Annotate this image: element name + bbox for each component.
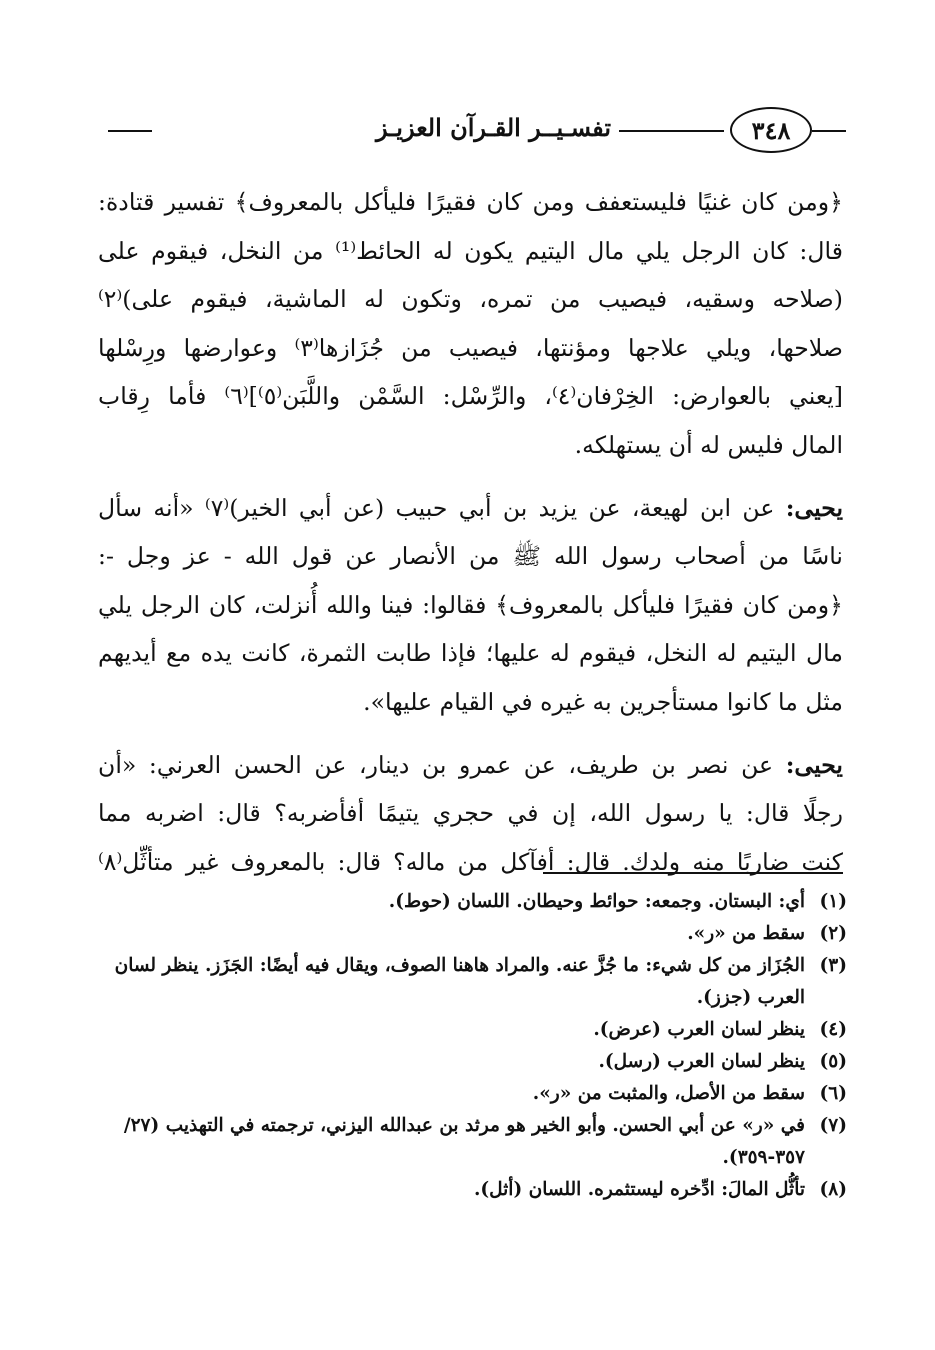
- footnote-text: في «ر» عن أبي الحسن. وأبو الخير هو مرثد بن عبدالله اليزني، ترجمته في التهذيب (٢٧/ ٣٥٧-٣٥٩).: [123, 1115, 805, 1168]
- header-rule-middle: [619, 130, 724, 132]
- footnote-text: سقط من «ر».: [687, 923, 805, 944]
- text-line: رجلًا قال: يا رسول الله، إن في حجري يتيمًا أفأضربه؟ قال: اضربه مما: [98, 799, 843, 828]
- footnote-number: (٨): [819, 1179, 847, 1200]
- text-line: [98, 484, 843, 533]
- speaker-label: يحيى:: [785, 493, 844, 522]
- footnote-number: (٤): [819, 1019, 847, 1040]
- speaker-label: يحيى:: [785, 750, 843, 779]
- footnote: [95, 918, 847, 950]
- page-number: ٣٤٨: [730, 107, 812, 153]
- footnote-text: سقط من الأصل، والمثبت من «ر».: [532, 1083, 805, 1104]
- page-header: [108, 105, 846, 157]
- main-text: [98, 178, 843, 900]
- footnote: [95, 950, 847, 1014]
- footnote-text: ينظر لسان العرب (رسل).: [598, 1051, 805, 1072]
- footnote: [95, 1078, 847, 1110]
- footnote-text: أي: البستان. وجمعه: حوائط وحيطان. اللسان (حوط).: [388, 891, 805, 912]
- footnote-number: (٦): [819, 1083, 847, 1104]
- footnote-text: الجُزَاز من كل شيء: ما جُزَّ عنه. والمراد هاهنا الصوف، ويقال فيه أيضًا: الجَزَز. ينظر لسان العرب (جزز).: [114, 955, 805, 1008]
- footnote-text: ينظر لسان العرب (عرض).: [593, 1019, 805, 1040]
- text-line: مثل ما كانوا مستأجرين به غيره في القيام عليها».: [363, 687, 843, 716]
- text-line: [98, 741, 843, 790]
- line-text: عن ابن لهيعة، عن يزيد بن أبي حبيب (عن أبي الخير)⁽٧⁾ «أنه سأل: [98, 493, 775, 522]
- paragraph-yahya-2: [98, 741, 843, 887]
- text-line: المال فليس له أن يستهلكه.: [574, 430, 843, 459]
- paragraph-yahya-1: [98, 484, 843, 727]
- footnote: [95, 1110, 847, 1174]
- footnote-text: تأثُّل المالَ: ادِّخره ليستثمره. اللسان (أثل).: [473, 1179, 805, 1200]
- header-rule-left: [108, 130, 152, 132]
- footnote: [95, 1174, 847, 1206]
- footnote: [95, 886, 847, 918]
- text-line: [يعني بالعوارض: الخِرْفان⁽٤⁾، والرِّسْل: السَّمْن واللَّبَن⁽٥⁾]⁽٦⁾ فأما رِقاب: [98, 382, 843, 411]
- footnote: [95, 1046, 847, 1078]
- footnote: [95, 1014, 847, 1046]
- text-line: صلاحها، ويلي علاجها ومؤنتها، فيصيب من جُزَازها⁽٣⁾ وعوارضها ورِسْلها: [98, 333, 843, 362]
- running-title: تفسـيــر القـرآن العزيـز: [376, 113, 611, 142]
- text-line: مال اليتيم له النخل، فيقوم له عليها؛ فإذا طابت الثمرة، كانت يده مع أيديهم: [98, 639, 843, 668]
- text-line: كنت ضاربًا منه ولدك. قال: أفآكل من ماله؟ قال: بالمعروف غير متأثِّل⁽٨⁾: [98, 847, 843, 876]
- text-line: ﴿ومن كان فقيرًا فليأكل بالمعروف﴾ فقالوا: فينا والله أُنزلت، كان الرجل يلي: [98, 590, 843, 619]
- footnote-number: (٧): [819, 1115, 847, 1136]
- header-rule-right: [812, 130, 846, 132]
- text-line: ﴿ومن كان غنيًا فليستعفف ومن كان فقيرًا فليأكل بالمعروف﴾ تفسير قتادة:: [98, 188, 843, 216]
- footnote-number: (٣): [819, 955, 847, 976]
- paragraph-qatada: [98, 178, 843, 470]
- text-line: (صلاحه وسقيه، فيصيب من تمره، وتكون له الماشية، فيقوم على)⁽٢⁾: [98, 285, 843, 314]
- text-line: قال: كان الرجل يلي مال اليتيم يكون له الحائط⁽¹⁾ من النخل، فيقوم على: [98, 236, 843, 265]
- footnotes: [95, 886, 847, 1206]
- footnote-number: (٢): [819, 923, 847, 944]
- footnote-number: (٥): [819, 1051, 847, 1072]
- text-line: ناسًا من أصحاب رسول الله ﷺ من الأنصار عن قول الله - عز وجل -:: [98, 542, 843, 571]
- footnote-separator: [543, 872, 843, 874]
- footnote-number: (١): [819, 891, 847, 912]
- line-text: عن نصر بن طريف، عن عمرو بن دينار، عن الحسن العرني: «أن: [98, 750, 774, 779]
